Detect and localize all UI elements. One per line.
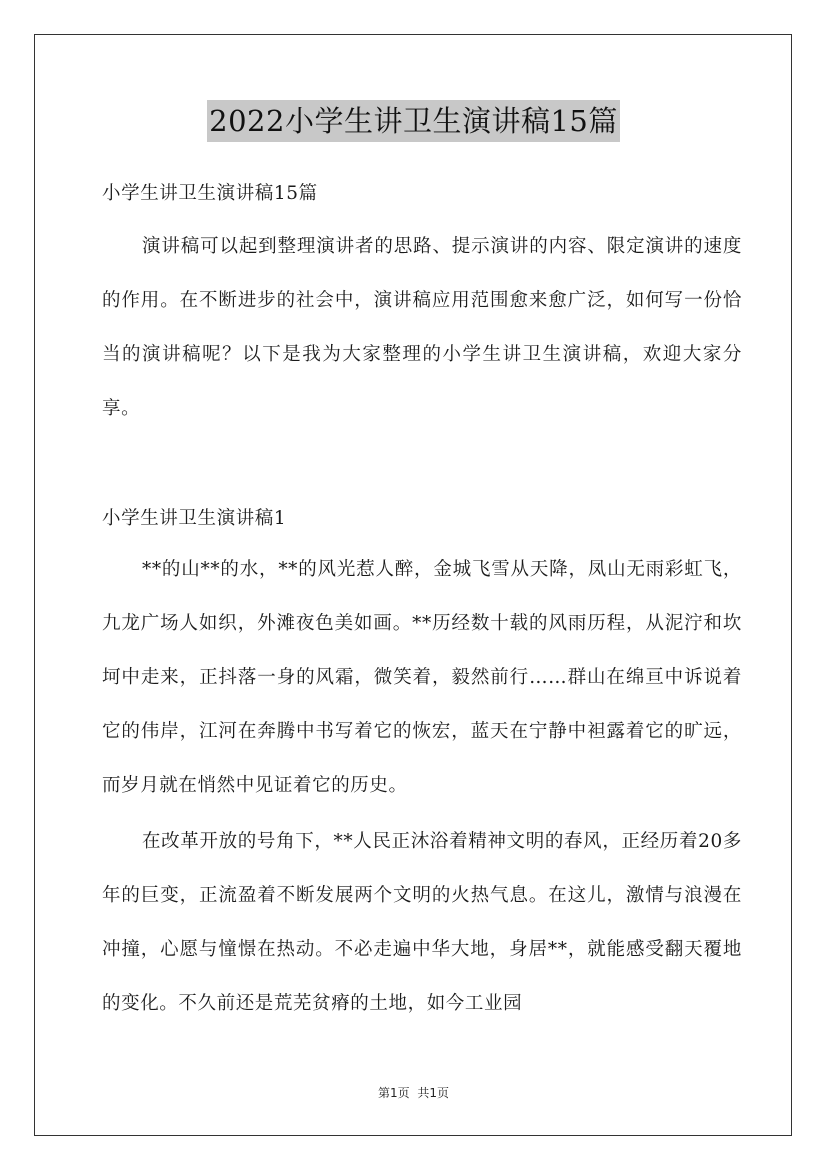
section-heading: 小学生讲卫生演讲稿1	[102, 508, 287, 529]
body-paragraph-2: 在改革开放的号角下，**人民正沐浴着精神文明的春风，正经历着20多年的巨变，正流盈着不断发展两个文明的火热气息。在这儿，激情与浪漫在冲撞，心愿与憧憬在热动。不必走遍中华大地，身居**，就能感受翻天覆地的变化。不久前还是荒芜贫瘠的土地，如今工业园	[102, 831, 742, 1014]
title-container	[0, 100, 827, 142]
document-title: 2022小学生讲卫生演讲稿15篇	[207, 100, 620, 142]
page-total: 共1页	[417, 1086, 450, 1100]
page-number: 第1页	[377, 1086, 410, 1100]
page-footer	[0, 1084, 827, 1101]
body-paragraph-1: **的山**的水，**的风光惹人醉，金城飞雪从天降，凤山无雨彩虹飞，九龙广场人如织，外滩夜色美如画。**历经数十载的风雨历程，从泥泞和坎坷中走来，正抖落一身的风霜，微笑着，毅然前行……群山在绵亘中诉说着它的伟岸，江河在奔腾中书写着它的恢宏，蓝天在宁静中袒露着它的旷远，而岁月就在悄然中见证着它的历史。	[102, 559, 742, 796]
document-subtitle: 小学生讲卫生演讲稿15篇	[102, 183, 318, 204]
intro-paragraph: 演讲稿可以起到整理演讲者的思路、提示演讲的内容、限定演讲的速度的作用。在不断进步的社会中，演讲稿应用范围愈来愈广泛，如何写一份恰当的演讲稿呢？以下是我为大家整理的小学生讲卫生演讲稿，欢迎大家分享。	[102, 236, 742, 419]
